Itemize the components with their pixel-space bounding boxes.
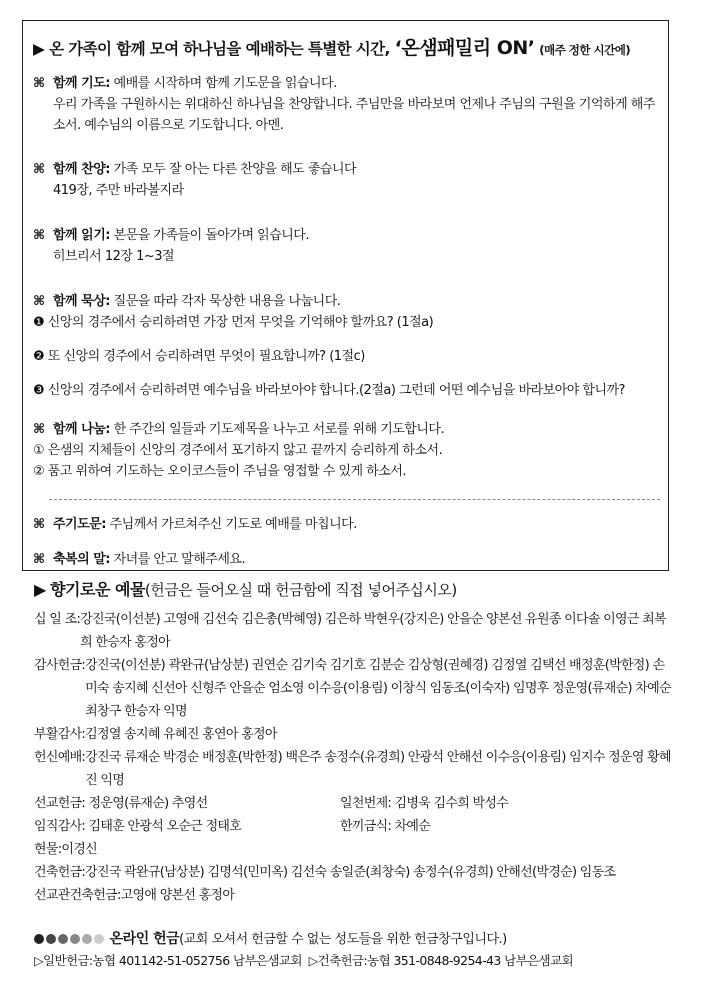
meditation-title: 함께 묵상: [53,294,110,309]
offering-title: 향기로운 예물 [50,580,145,599]
arrow-icon: ▶ [33,40,45,58]
offering-label: 선교관건축헌금: [34,888,121,903]
dot-icon [34,934,44,944]
dot-icon [70,934,80,944]
command-icon: ⌘ [33,422,45,437]
offering-label: 현물: [34,842,62,857]
sharing-prayer-1: ① 은샘의 지체들이 신앙의 경주에서 포기하지 않고 끝까지 승리하게 하소서. [33,443,443,458]
offering-label: 부활감사: [34,727,86,742]
dot-icon [82,934,92,944]
offering-names: 정운영(류재순) 추영선 [88,796,208,811]
prayer-section [33,73,660,136]
offering-names: 이경신 [61,842,97,857]
offering-list [34,608,674,907]
offering-label: 선교헌금: [34,796,89,811]
offering-names: 강진국(이선분) 곽완규(남상분) 권연순 김기숙 김기호 김분순 김상형(권혜경) 김정열 김택선 배정훈(박한정) 손미숙 송지혜 신선아 신형주 안을순 엄소영 이수응(이용림) 이창식 임동조(이숙자) 임명후 정운영(류재순) 차예순 최창구 한승자 익명 [85,658,671,719]
offering-pair-row [34,792,674,815]
sharing-prayer-2: ② 품고 위하여 기도하는 오이코스들이 주님을 영접할 수 있게 하소서. [33,464,407,479]
worship-brand: ‘온샘패밀리 ON’ [394,37,535,59]
online-offering-header [34,928,507,948]
offering-row-fasting [340,815,430,838]
offering-row-mission [34,792,340,815]
command-icon: ⌘ [33,552,45,567]
blessing-title: 축복의 말: [53,552,110,567]
lords-prayer-title: 주기도문: [53,517,106,532]
offering-label: 감사헌금: [34,658,86,673]
offering-label: 임직감사: [34,819,89,834]
command-icon: ⌘ [33,294,45,309]
offering-names: 강진국 류재순 박경순 배정훈(박한정) 백은주 송정수(유경희) 안광석 안해선 이수응(이용림) 임지수 정운영 황혜진 익명 [85,750,671,788]
reading-body: 히브리서 12장 1~3절 [53,249,175,264]
meditation-section [33,291,660,401]
offering-label: 건축헌금: [34,865,86,880]
worship-header-text: 온 가족이 함께 모여 하나님을 예배하는 특별한 시간, [49,40,395,58]
offering-row-tithe [34,608,674,654]
divider [49,499,660,500]
sharing-desc: 한 주간의 일들과 기도제목을 나누고 서로를 위해 기도합니다. [109,422,445,437]
reading-desc: 본문을 가족들이 돌아가며 읽습니다. [109,228,310,243]
meditation-desc: 질문을 따라 각자 묵상한 내용을 나눕니다. [109,294,341,309]
dot-icon [58,934,68,944]
offering-names: 김정열 송지혜 유혜진 홍연아 홍정아 [85,727,277,742]
offering-row-once [340,792,508,815]
sharing-section [33,419,660,482]
blessing-desc: 자녀를 안고 말해주세요. [109,552,246,567]
offering-names: 강진국(이선분) 고영애 김선숙 김은총(박혜영) 김은하 박현우(강지은) 안을순 양본선 유원종 이다솔 이영근 최복희 한승자 홍정아 [80,612,666,650]
meditation-question-3: ❸ 신앙의 경주에서 승리하려면 예수님을 바라보아야 합니다.(2절a) 그런데 어떤 예수님을 바라보아야 합니까? [33,383,625,398]
praise-desc: 가족 모두 잘 아는 다른 찬양을 해도 좋습니다 [109,162,357,177]
lords-prayer-section [33,514,660,535]
account-building: ▷건축헌금:농협 351-0848-9254-43 남부은샘교회 [308,953,573,968]
offering-names: 김태훈 안광석 오순근 정태호 [88,819,242,834]
dots-icon [34,932,106,947]
dot-icon [94,934,104,944]
offering-row-devotion [34,746,674,792]
praise-body: 419장, 주만 바라볼지라 [53,183,184,198]
praise-section [33,159,660,201]
sharing-title: 함께 나눔: [53,422,110,437]
reading-title: 함께 읽기: [53,228,110,243]
offering-names: 고영애 양본선 홍정아 [120,888,235,903]
prayer-desc: 예배를 시작하며 함께 기도문을 읽습니다. [109,76,337,91]
online-accounts [34,951,573,969]
offering-header [34,577,457,600]
reading-section [33,225,660,267]
offering-label: 일천번제: [340,796,395,811]
command-icon: ⌘ [33,76,45,91]
online-title: 온라인 헌금 [109,931,180,947]
offering-names: 차예순 [394,819,431,834]
offering-row-goods [34,838,674,861]
prayer-body: 우리 가족을 구원하시는 위대하신 하나님을 찬양합니다. 주님만을 바라보며 언제나 주님의 구원을 기억하게 해주소서. 예수님의 이름으로 기도합니다. 아멘. [53,97,655,133]
meditation-question-1: ❶ 신앙의 경주에서 승리하려면 가장 먼저 무엇을 기억해야 할까요? (1절a) [33,315,434,330]
meditation-question-2: ❷ 또 신앙의 경주에서 승리하려면 무엇이 필요합니까? (1절c) [33,349,365,364]
praise-title: 함께 찬양: [53,162,110,177]
online-note: (교회 오셔서 헌금할 수 없는 성도들을 위한 헌금창구입니다.) [179,932,507,947]
offering-label: 한끼금식: [340,819,395,834]
worship-header-note: (매주 정한 시간에) [539,43,631,57]
arrow-icon: ▶ [34,580,46,599]
offering-label: 십 일 조: [34,612,81,627]
blessing-section [33,549,660,570]
offering-note: (헌금은 들어오실 때 헌금함에 직접 넣어주십시오) [144,581,457,599]
offering-row-thanks [34,654,674,723]
offering-names: 강진국 곽완규(남상분) 김명석(민미옥) 김선숙 송일준(최창숙) 송정수(유경희) 안해선(박경순) 임동조 [85,865,616,880]
prayer-title: 함께 기도: [53,76,110,91]
offering-row-building [34,861,674,884]
worship-guide-box [22,20,669,571]
command-icon: ⌘ [33,162,45,177]
offering-pair-row [34,815,674,838]
worship-header [33,33,662,60]
lords-prayer-desc: 주님께서 가르쳐주신 기도로 예배를 마칩니다. [105,517,357,532]
offering-names: 김병욱 김수희 박성수 [394,796,509,811]
offering-label: 헌신예배: [34,750,86,765]
dot-icon [46,934,56,944]
command-icon: ⌘ [33,517,45,532]
offering-row-easter [34,723,674,746]
offering-row-jobthanks [34,815,340,838]
account-general: ▷일반헌금:농협 401142-51-052756 남부은샘교회 [34,953,302,968]
offering-row-missionbuild [34,884,674,907]
command-icon: ⌘ [33,228,45,243]
